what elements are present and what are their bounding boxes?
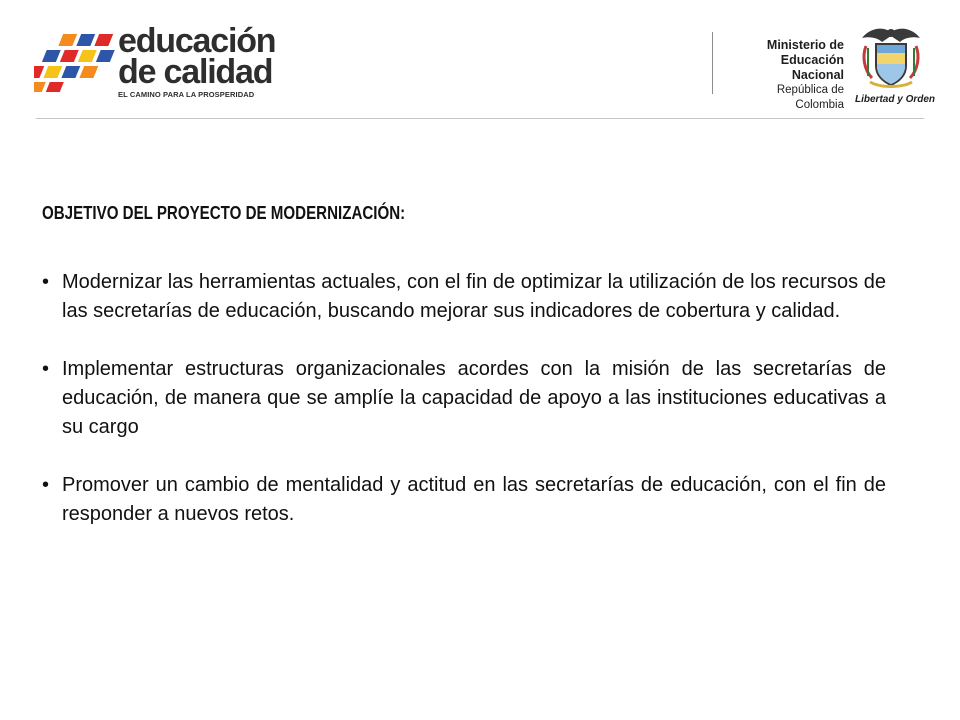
logo-divider — [712, 32, 713, 94]
bullet-icon: • — [42, 271, 50, 293]
bullet-icon: • — [42, 474, 50, 496]
objective-text-1: Modernizar las herramientas actuales, con el fin de optimizar la utilización de los recursos de las secretarías de educación, buscando mejorar sus indicadores de cobertura y calidad. — [62, 271, 886, 322]
slide-header — [0, 0, 960, 120]
brand-line1: educación — [118, 22, 276, 60]
ministry-country: República de Colombia — [776, 84, 844, 111]
brand-tagline: EL CAMINO PARA LA PROSPERIDAD — [118, 90, 255, 99]
ministry-motto: Libertad y Orden — [855, 94, 936, 105]
colombia-coat-of-arms-icon — [856, 24, 926, 92]
objective-text-2: Implementar estructuras organizacionales acordes con la misión de las secretarías de educación, de manera que se amplíe la capacidad de apoyo a las instituciones educativas a su cargo — [62, 358, 886, 438]
ministry-name-line1: Ministerio de — [766, 38, 844, 52]
educacion-de-calidad-logo — [34, 22, 276, 99]
list-item — [42, 471, 886, 529]
header-divider — [36, 118, 924, 119]
colored-cubes-icon — [34, 32, 116, 94]
ministry-logo — [712, 24, 936, 114]
slide-title: OBJETIVO DEL PROYECTO DE MODERNIZACIÓN: — [42, 203, 406, 223]
ministry-name-line2: Educación Nacional — [780, 53, 844, 82]
objective-text-3: Promover un cambio de mentalidad y actitud en las secretarías de educación, con el fin de responder a nuevos retos. — [62, 474, 886, 525]
objectives-list — [42, 268, 886, 558]
list-item — [42, 355, 886, 442]
brand-line2: de calidad — [118, 53, 273, 91]
list-item — [42, 268, 886, 326]
bullet-icon: • — [42, 358, 50, 380]
